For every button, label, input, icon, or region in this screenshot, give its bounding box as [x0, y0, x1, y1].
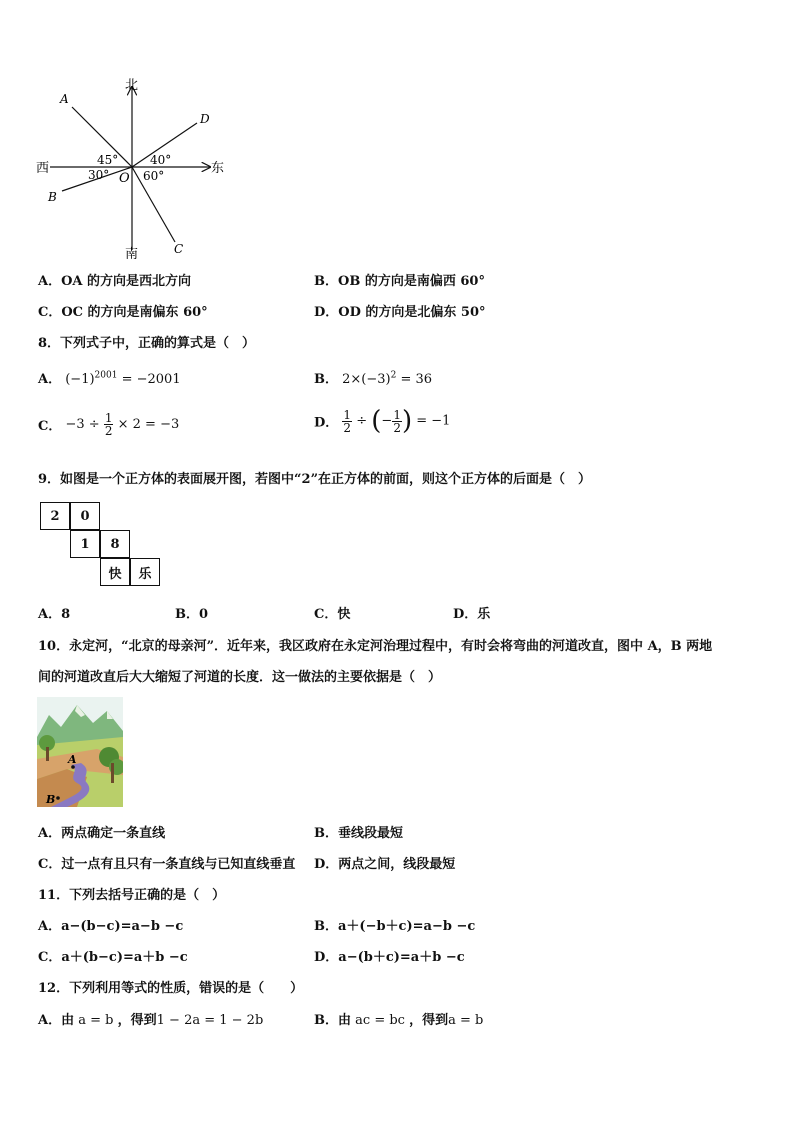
- label-b: B: [48, 190, 57, 204]
- q10-option-a: [38, 822, 165, 841]
- q7-option-a: [38, 270, 191, 289]
- option-text: 两点确定一条直线: [61, 826, 166, 841]
- q8-stem: 8．下列式子中，正确的算式是（ ）: [38, 336, 256, 351]
- option-letter: B．: [314, 826, 338, 841]
- q9-option-a: [38, 603, 70, 622]
- expr-base: (−1): [65, 372, 95, 387]
- option-letter: B．: [314, 372, 338, 387]
- option-letter: D．: [314, 415, 339, 431]
- q9-option-c: [314, 603, 350, 622]
- numerator: 1: [104, 411, 113, 425]
- point-a-label: A: [68, 753, 77, 766]
- angle-oa-label: 45°: [97, 153, 119, 167]
- expr-pre: −3 ÷: [65, 417, 100, 432]
- angle-od-label: 40°: [150, 153, 172, 167]
- option-text: 乐: [477, 607, 491, 622]
- q9-option-d: [453, 603, 490, 622]
- label-west: 西: [36, 161, 50, 176]
- label-d: D: [200, 112, 210, 126]
- fraction: [392, 409, 402, 434]
- q10-stem-line1: 10．永定河，“北京的母亲河”．近年来，我区政府在永定河治理过程中，有时会将弯曲的河道改直，图中 A，B 两地: [38, 639, 713, 654]
- denominator: 2: [393, 420, 401, 435]
- label-c: C: [174, 242, 184, 256]
- option-text: 8: [61, 607, 71, 622]
- q7-option-d: [314, 301, 486, 320]
- numerator: 1: [393, 407, 401, 422]
- q11-option-a: [38, 915, 183, 934]
- q11-option-d: [314, 946, 465, 965]
- option-letter: C．: [38, 419, 62, 434]
- expr-given: ac = bc: [355, 1013, 405, 1028]
- net-cell: 8: [100, 530, 130, 558]
- river-illustration: [37, 697, 123, 807]
- q8-option-b: [314, 368, 432, 387]
- label-a: A: [60, 92, 69, 106]
- option-letter: B．: [314, 1013, 338, 1028]
- denominator: 2: [104, 424, 113, 438]
- option-letter: A．: [38, 607, 62, 622]
- q11-option-c: [38, 946, 188, 965]
- option-mid: ，得到: [409, 1013, 449, 1028]
- expr-result: a = b: [448, 1013, 484, 1028]
- expr-rhs: = −1: [416, 413, 451, 429]
- option-text: 快: [337, 607, 351, 622]
- option-text: 0: [199, 607, 209, 622]
- q12-option-a: [38, 1009, 263, 1028]
- angle-ob-label: 30°: [88, 168, 110, 182]
- q8-option-d: [314, 408, 450, 434]
- option-letter: B．: [314, 274, 338, 289]
- expr-post: × 2 = −3: [117, 417, 180, 432]
- net-cell: 快: [100, 558, 130, 586]
- compass-diagram: [30, 70, 240, 265]
- point-b: [56, 796, 60, 800]
- net-cell: 0: [70, 502, 100, 530]
- expr-lhs: 2×(−3): [342, 372, 391, 387]
- option-letter: B．: [314, 919, 338, 934]
- expr-rhs: = 36: [400, 372, 433, 387]
- expr-exponent: 2001: [94, 370, 118, 381]
- label-east: 东: [211, 161, 225, 176]
- q11-option-b: [314, 915, 475, 934]
- q11-stem: 11．下列去括号正确的是（ ）: [38, 888, 226, 903]
- expr-result: 1 − 2a = 1 − 2b: [156, 1013, 264, 1028]
- cube-net: [40, 502, 165, 590]
- left-paren: (: [371, 406, 382, 436]
- option-letter: C．: [314, 607, 338, 622]
- option-mid: ，得到: [117, 1013, 157, 1028]
- q7-option-c: [38, 301, 208, 320]
- net-cell: 1: [70, 530, 100, 558]
- fraction: [104, 412, 114, 437]
- point-b-label: B: [46, 793, 56, 806]
- option-text: a＋(−b＋c)=a−b −c: [338, 919, 476, 934]
- option-letter: D．: [314, 950, 339, 965]
- expr-given: a = b: [78, 1013, 114, 1028]
- q9-option-b: [175, 603, 208, 622]
- numerator: 1: [343, 407, 352, 422]
- option-letter: A．: [38, 826, 62, 841]
- option-text: OA 的方向是西北方向: [61, 274, 192, 289]
- q9-stem: 9．如图是一个正方体的表面展开图，若图中“2”在正方体的前面，则这个正方体的后面是（ ）: [38, 472, 592, 487]
- option-letter: A．: [38, 372, 62, 387]
- option-letter: A．: [38, 1013, 62, 1028]
- option-text: a−(b−c)=a−b −c: [61, 919, 184, 934]
- option-text: 垂线段最短: [338, 826, 404, 841]
- q12-option-b: [314, 1009, 483, 1028]
- net-cell: 2: [40, 502, 70, 530]
- q10-stem-line2: 间的河道改直后大大缩短了河道的长度．这一做法的主要依据是（ ）: [38, 670, 442, 685]
- q12-stem: 12．下列利用等式的性质，错误的是（ ）: [38, 981, 304, 996]
- option-letter: C．: [38, 950, 62, 965]
- fraction: [342, 409, 352, 434]
- option-letter: D．: [314, 857, 339, 872]
- net-cell: 乐: [130, 558, 160, 586]
- option-text: OB 的方向是南偏西 60°: [338, 274, 485, 289]
- label-north: 北: [125, 78, 139, 93]
- angle-oc-label: 60°: [143, 169, 165, 183]
- option-text: OD 的方向是北偏东 50°: [338, 305, 486, 320]
- divide-sign: ÷: [356, 413, 368, 429]
- option-text: a−(b＋c)=a＋b −c: [338, 950, 465, 965]
- option-letter: A．: [38, 919, 62, 934]
- option-letter: C．: [38, 857, 62, 872]
- q8-option-a: [38, 368, 181, 387]
- q10-option-c: [38, 853, 295, 872]
- option-letter: D．: [314, 305, 339, 320]
- minus-sign: −: [381, 413, 393, 429]
- option-text: a＋(b−c)=a＋b −c: [61, 950, 188, 965]
- option-letter: B．: [175, 607, 199, 622]
- q10-option-d: [314, 853, 455, 872]
- option-text: OC 的方向是南偏东 60°: [61, 305, 208, 320]
- label-origin: O: [119, 171, 130, 186]
- option-pre: 由: [61, 1013, 75, 1028]
- q8-option-c: [38, 412, 179, 437]
- option-pre: 由: [338, 1013, 352, 1028]
- denominator: 2: [343, 420, 352, 435]
- q10-option-b: [314, 822, 403, 841]
- expr-exponent: 2: [390, 370, 397, 381]
- option-letter: D．: [453, 607, 478, 622]
- option-text: 两点之间，线段最短: [338, 857, 456, 872]
- label-south: 南: [125, 247, 139, 262]
- expr-rhs: = −2001: [121, 372, 181, 387]
- right-paren: ): [401, 406, 413, 436]
- option-text: 过一点有且只有一条直线与已知直线垂直: [61, 857, 296, 872]
- option-letter: C．: [38, 305, 62, 320]
- q7-option-b: [314, 270, 485, 289]
- option-letter: A．: [38, 274, 62, 289]
